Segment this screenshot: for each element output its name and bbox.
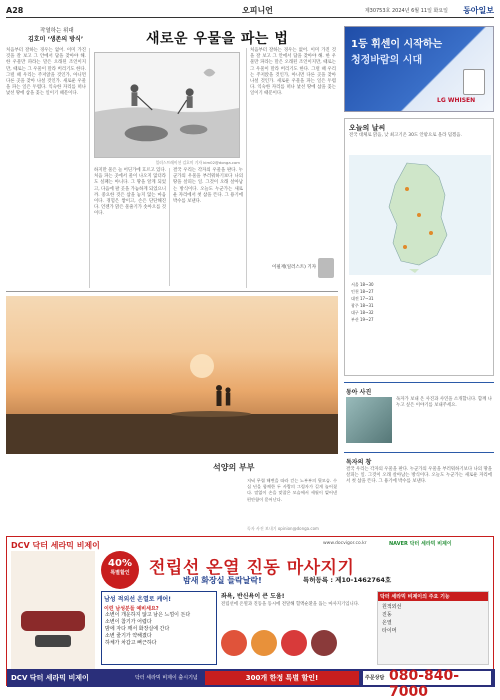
weather-row: 광주 18~31 (351, 303, 374, 308)
column-body-col2: 하지만 물은 늘 어딘가에 흐르고 있다. 처음 파는 곳에서 물이 나오지 않더라도 실패는 아니다. 그 땅을 알게 되었고, 다음에 팔 곳을 가늠하게 되었으니까. 중요한 것은 삽을 놓지 않는 마음이다. 경험은 쌓이고, 손은 단단해진다. 언젠가 맑은 물줄기가 솟아오를 것이다. (94, 168, 166, 217)
feature-item: 원적외선 (382, 604, 402, 610)
order-phone[interactable]: 080-840-7000 (389, 668, 460, 700)
photo-essay-text: 저녁 무렵 해변을 따라 걷는 노부부의 뒷모습. 수십 년을 함께한 두 사람의 그림자가 길게 늘어졌다. 말없이 손을 맞잡은 모습에서 세월이 빚어낸 편안함이 묻어난다. (247, 478, 337, 502)
photo-box (344, 382, 494, 446)
illustration-caption: 일러스트레이션 김호미 기자 kim02@donga.com (155, 160, 240, 165)
ad-subhead: 밤새 화장실 들락날락! (183, 576, 262, 585)
weather-map (349, 155, 491, 275)
column-body-col4: 처음부터 잘하는 경우는 없어. 이미 가진 것을 잘 보고 그 안에서 답을 찾아야 해. 한 우물만 파라는 말은 오래된 조언이지만, 때로는 그 우물이 말라 버리기도 한다. 그럴 때 우리는 주저앉을 것인가, 아니면 다른 곳을 찾아 나설 것인가. 새로운 우물을 파는 일은 두렵다. 익숙한 자리를 떠나 낯선 땅에 삽을 꽂는 일이기 때문이다. (250, 48, 336, 97)
band-brand: DCV 닥터 세라믹 비제이 (11, 674, 89, 682)
column-author: 김호미 ‘생존의 방식’ (28, 36, 84, 43)
newspaper-brand: 동아일보 (463, 6, 494, 15)
feature-item: 온열 (382, 620, 392, 626)
stat-circle (251, 630, 277, 656)
stat-circle (221, 630, 247, 656)
photo-essay-title: 석양의 부부 (213, 463, 255, 472)
ad-brand: LG WHISEN (437, 97, 476, 104)
weather-temps (351, 281, 491, 323)
massager-product-image (21, 611, 85, 631)
checklist-subtitle: 이런 남성분들 예비세요? (104, 606, 159, 612)
middle-text: 전립선에 온열과 진동을 동시에 전달해 혈액순환을 돕는 마사지기입니다. (221, 602, 360, 607)
middle-title: 좌욕, 반신욕이 큰 도움! (221, 593, 285, 600)
ad-headline-line2: 청정바람의 시대 (351, 55, 423, 66)
weather-summary: 전국 대체로 맑음, 낮 최고기온 30도 안팎으로 올라 덥겠음. (349, 133, 462, 138)
checklist-item: 소변 줄기가 약해졌다 (105, 633, 152, 639)
weather-title: 오늘의 날씨 (349, 124, 386, 132)
digging-illustration (95, 53, 239, 157)
issue-date: 제30753호 2024년 6월 11일 화요일 (364, 8, 448, 14)
ad-bottom-band (7, 668, 495, 700)
controller-image (35, 635, 71, 647)
air-conditioner-icon (463, 69, 485, 95)
reader-box-title: 독자의 창 (346, 459, 372, 466)
weather-row: 대전 17~31 (351, 296, 374, 301)
ad-checklist-box (101, 591, 217, 665)
ad-headline-line1: 1등 휘센이 시작하는 (351, 39, 443, 50)
checklist-item: 소변이 참기가 어렵다 (105, 619, 152, 625)
photo-box-title: 동아 사진 (346, 389, 372, 396)
korea-map (349, 155, 491, 275)
band-launch-text: 닥터 세라믹 비제이 출시기념 (135, 675, 198, 681)
discount-badge (101, 551, 139, 589)
photo-essay-credit: 독자 사진 보내기 opinion@donga.com (247, 526, 319, 531)
ad-headline: 전립선 온열 진동 마사지기 (149, 558, 355, 578)
photo-box-text: 독자가 보내 온 사진과 사연을 소개합니다. 함께 나누고 싶은 이야기를 보내주세요. (396, 397, 492, 409)
author-photo (318, 258, 334, 278)
order-label: 주문상담 (365, 675, 385, 681)
ad-url[interactable]: www.docvigor.co.kr (323, 541, 367, 546)
ad-logo: DCV 닥터 세라믹 비제이 (11, 541, 100, 550)
checklist-item: 밤에 자다 깨서 화장실에 간다 (105, 626, 170, 632)
lg-whisen-ad[interactable] (344, 26, 494, 112)
column-headline: 새로운 우물을 파는 법 (146, 31, 289, 47)
ad-naver[interactable]: NAVER 닥터 세라믹 비제이 (389, 541, 452, 547)
discount-value: 40% (108, 558, 132, 569)
ad-middle (221, 591, 373, 665)
feature-item: 진동 (382, 612, 392, 618)
column-body-col1: 처음부터 잘하는 경우는 없어. 이미 가진 것을 잘 보고 그 안에서 답을 찾아야 해. 한 우물만 파라는 말은 오래된 조언이지만, 때로는 그 우물이 말라 버리기도 한다. 그럴 때 우리는 주저앉을 것인가, 아니면 다른 곳을 찾아 나설 것인가. 새로운 우물을 파는 일은 두렵다. 익숙한 자리를 떠나 낯선 땅에 삽을 꽂는 일이기 때문이다. (6, 48, 86, 97)
ad-features-panel (377, 591, 489, 665)
phone-box[interactable] (363, 668, 491, 700)
stat-circle (311, 630, 337, 656)
stat-circle (281, 630, 307, 656)
discount-label: 특별할인 (110, 570, 130, 576)
checklist-item: 하체가 차갑고 뻐근하다 (105, 640, 157, 646)
column-body-col3: 결국 우리는 각자의 우물을 판다. 누군가의 우물을 부러워하기보다 나의 땅을 살피는 일. 그것이 오래 살아남는 방식이다. 오늘도 누군가는 새로운 자리에서 첫 삽을 뜬다. 그 용기에 박수를 보낸다. (173, 168, 243, 205)
weather-box (344, 118, 494, 376)
weather-row: 대구 18~32 (351, 310, 374, 315)
column-divider (169, 168, 170, 286)
box-photo (346, 397, 392, 443)
column-divider (89, 48, 90, 288)
section-rule (6, 291, 338, 292)
section-title: 오피니언 (242, 6, 273, 15)
checklist-item: 소변이 개운하지 않고 남은 느낌이 든다 (105, 612, 191, 618)
column-divider (246, 48, 247, 288)
column-illustration (94, 52, 240, 158)
checklist-title: 남성 적외선 온열로 케어! (104, 596, 171, 603)
ad-patent: 특허등록 : 제10-1462764호 (303, 576, 392, 584)
column-kicker: 작열하는 위대 (40, 28, 74, 34)
sunset-silhouette (6, 296, 338, 454)
feature-item: 타이머 (382, 628, 397, 634)
stat-circles (221, 630, 373, 656)
weather-row: 서울 18~30 (351, 282, 374, 287)
column-byline: 이필재(일러스트) 기자 (272, 265, 317, 270)
ad-product-panel (11, 551, 95, 671)
band-limited-offer: 300개 한정 특별 할인! (205, 671, 359, 685)
reader-box-text: 결국 우리는 각자의 우물을 판다. 누군가의 우물을 부러워하기보다 나의 땅을 살피는 일. 그것이 오래 살아남는 방식이다. 오늘도 누군가는 새로운 자리에서 첫 삽을 뜬다. 그 용기에 박수를 보낸다. (346, 467, 492, 485)
weather-row: 부산 19~27 (351, 317, 374, 322)
reader-box (344, 452, 494, 530)
features-title: 닥터 세라믹 비제이의 주요 기능 (378, 592, 488, 601)
page-number: A28 (6, 6, 24, 15)
prostate-massager-ad[interactable] (6, 536, 494, 700)
masthead (6, 4, 494, 18)
weather-row: 인천 18~27 (351, 289, 374, 294)
sunset-photo (6, 296, 338, 454)
